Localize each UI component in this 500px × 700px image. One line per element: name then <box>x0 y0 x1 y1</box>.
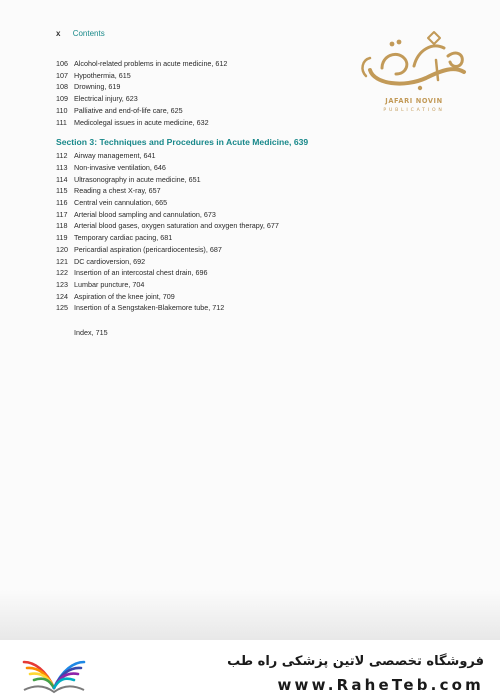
publisher-logo <box>352 30 476 118</box>
chapter-title: Temporary cardiac pacing, 681 <box>74 233 173 243</box>
chapter-title: Central vein cannulation, 665 <box>74 198 168 208</box>
store-name: فروشگاه تخصصی لاتین پزشکی راه طب <box>227 654 484 669</box>
toc-entry <box>56 150 356 162</box>
open-book-rainbow-icon <box>22 650 86 696</box>
toc-entry <box>56 209 356 221</box>
chapter-number: 113 <box>56 162 68 172</box>
logo-name: JAFARI NOVIN <box>385 97 443 105</box>
chapter-number: 112 <box>56 151 68 161</box>
chapter-number: 116 <box>56 198 68 208</box>
chapter-number: 119 <box>56 233 68 243</box>
index-entry: Index, 715 <box>74 328 108 338</box>
toc-entries-section-2 <box>56 58 356 128</box>
chapter-number: 124 <box>56 291 68 301</box>
chapter-number: 122 <box>56 268 68 278</box>
chapter-number: 114 <box>56 174 68 184</box>
toc-entry <box>56 302 356 314</box>
toc-entry <box>56 197 356 209</box>
chapter-title: Medicolegal issues in acute medicine, 632 <box>74 117 209 127</box>
logo-subtitle: PUBLICATION <box>383 108 445 113</box>
chapter-title: Hypothermia, 615 <box>74 70 131 80</box>
chapter-title: Ultrasonography in acute medicine, 651 <box>74 174 201 184</box>
chapter-title: Insertion of a Sengstaken-Blakemore tube, 712 <box>74 303 225 313</box>
chapter-number: 110 <box>56 105 68 115</box>
toc-entry <box>56 267 356 279</box>
chapter-number: 117 <box>56 209 68 219</box>
chapter-title: Alcohol-related problems in acute medicine, 612 <box>74 59 228 68</box>
toc-entry <box>56 162 356 174</box>
chapter-number: 115 <box>56 186 68 196</box>
chapter-number: 111 <box>56 117 67 127</box>
chapter-title: Drowning, 619 <box>74 82 121 92</box>
toc-entry <box>56 117 356 129</box>
toc-entry <box>56 291 356 303</box>
chapter-number: 123 <box>56 279 68 289</box>
page-header <box>56 29 105 38</box>
chapter-number: 125 <box>56 303 68 313</box>
chapter-title: Non-invasive ventilation, 646 <box>74 162 166 172</box>
chapter-title: DC cardioversion, 692 <box>74 256 146 266</box>
chapter-title: Arterial blood sampling and cannulation, 673 <box>74 209 216 219</box>
table-of-contents <box>56 58 356 337</box>
chapter-title: Palliative and end-of-life care, 625 <box>74 105 183 115</box>
toc-entry <box>56 279 356 291</box>
toc-entry <box>56 232 356 244</box>
toc-entry <box>56 174 356 186</box>
toc-entry <box>56 256 356 268</box>
toc-entry <box>56 244 356 256</box>
section-heading: Section 3: Techniques and Procedures in Acute Medicine, 639 <box>56 137 309 148</box>
chapter-number: 120 <box>56 244 68 254</box>
page-bottom-shadow <box>0 590 500 645</box>
calligraphy-logo-icon <box>352 30 476 96</box>
toc-entry <box>56 81 356 93</box>
chapter-title: Insertion of an intercostal chest drain, 696 <box>74 268 208 278</box>
toc-entry <box>56 58 356 70</box>
running-title: Contents <box>72 29 105 38</box>
page-number: x <box>56 29 61 38</box>
chapter-title: Aspiration of the knee joint, 709 <box>74 291 175 301</box>
chapter-number: 108 <box>56 82 68 92</box>
toc-entry <box>56 185 356 197</box>
toc-entry <box>56 220 356 232</box>
chapter-title: Airway management, 641 <box>74 151 156 161</box>
toc-entry <box>56 93 356 105</box>
chapter-number: 106 <box>56 59 68 68</box>
toc-entry <box>56 105 356 117</box>
chapter-title: Reading a chest X-ray, 657 <box>74 186 161 196</box>
chapter-title: Arterial blood gases, oxygen saturation and oxygen therapy, 677 <box>74 221 279 231</box>
toc-entries-section-3 <box>56 150 356 314</box>
chapter-number: 121 <box>56 256 68 266</box>
toc-entry <box>56 70 356 82</box>
store-url[interactable]: www.RaheTeb.com <box>277 676 484 694</box>
chapter-number: 109 <box>56 94 68 104</box>
chapter-title: Lumbar puncture, 704 <box>74 279 145 289</box>
chapter-title: Pericardial aspiration (pericardiocentesis), 687 <box>74 244 222 254</box>
chapter-number: 107 <box>56 70 68 80</box>
chapter-number: 118 <box>56 221 68 231</box>
chapter-title: Electrical injury, 623 <box>74 94 138 104</box>
